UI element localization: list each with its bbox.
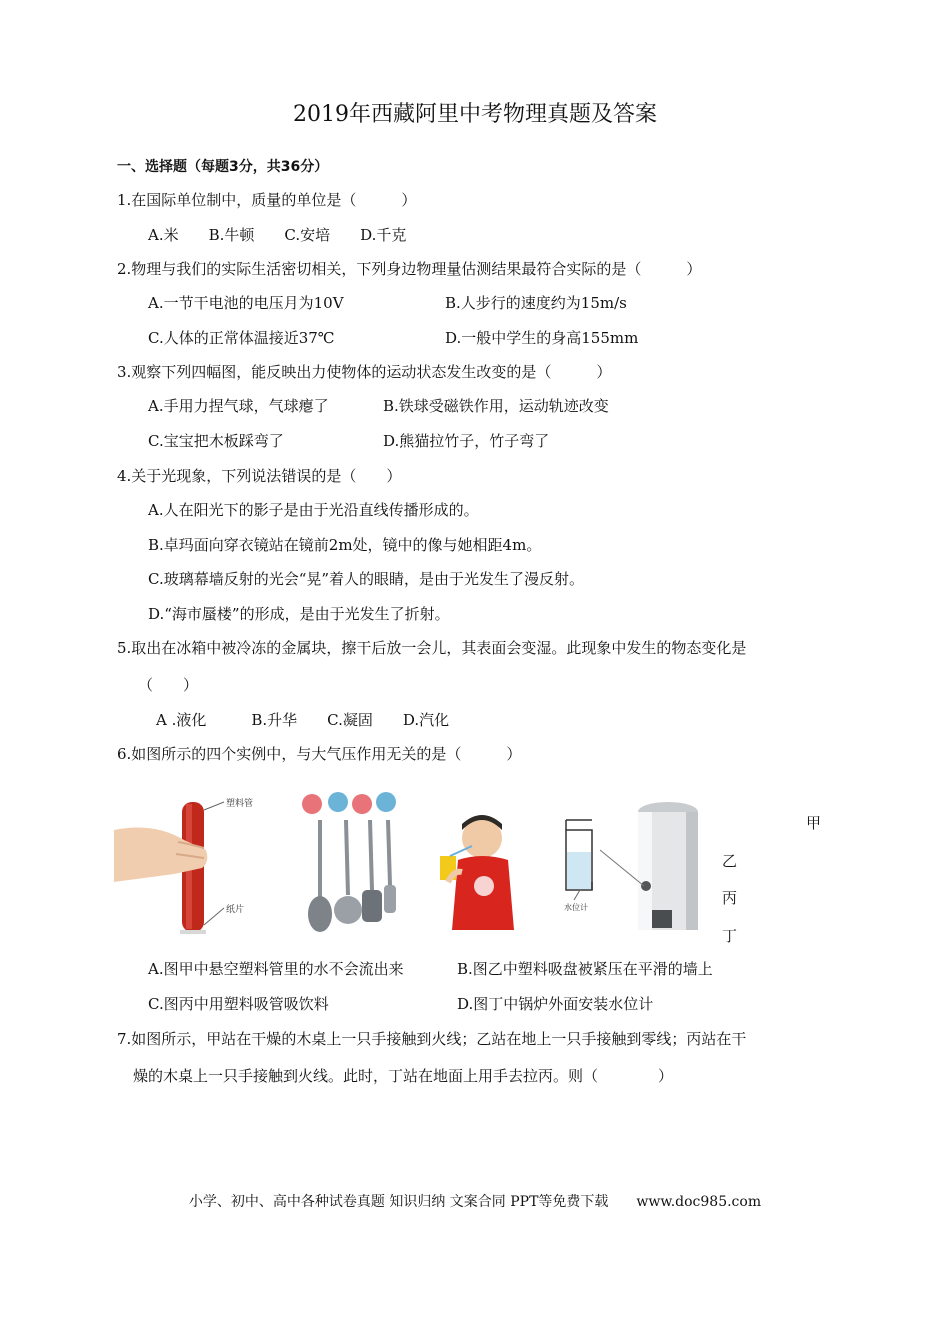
figure-yi-suction-hooks: [296, 790, 406, 940]
question-5-blank: （ ）: [138, 676, 199, 694]
question-2-option-c: C.人体的正常体温接近37℃: [148, 329, 335, 347]
page-footer: 小学、初中、高中各种试卷真题 知识归纳 文案合同 PPT等免费下载 www.doc985.com: [188, 1194, 762, 1210]
side-label-jia: 甲: [806, 814, 822, 832]
question-4-option-a: A.人在阳光下的影子是由于光沿直线传播形成的。: [148, 501, 479, 519]
question-2-option-a: A.一节干电池的电压月为10V: [148, 294, 344, 312]
question-7-line-2: 燥的木桌上一只手接触到火线。此时，丁站在地面上用手去拉丙。则（ ）: [133, 1067, 674, 1085]
question-5-stem: 5.取出在冰箱中被冷冻的金属块，擦干后放一会儿，其表面会变湿。此现象中发生的物态变化是: [117, 639, 747, 657]
question-1-stem: 1.在国际单位制中，质量的单位是（ ）: [117, 191, 417, 209]
question-6-option-c: C.图丙中用塑料吸管吸饮料: [148, 995, 329, 1013]
question-4-stem: 4.关于光现象，下列说法错误的是（ ）: [117, 467, 402, 485]
question-3-stem: 3.观察下列四幅图，能反映出力使物体的运动状态发生改变的是（ ）: [117, 363, 612, 381]
figure-bing-drinking-straw: [432, 790, 542, 940]
side-label-yi: 乙: [722, 852, 738, 870]
question-2-option-b: B.人步行的速度约为15m/s: [445, 294, 627, 312]
gauge-label: 水位计: [564, 903, 588, 912]
question-2-option-d: D.一般中学生的身高155mm: [445, 329, 639, 347]
side-label-bing: 丙: [722, 889, 738, 907]
page-title: 2019年西藏阿里中考物理真题及答案: [293, 102, 657, 127]
section-heading: 一、选择题（每题3分，共36分）: [117, 159, 329, 175]
question-3-option-a: A.手用力捏气球，气球瘪了: [148, 397, 329, 415]
figure-ding-boiler-gauge: [560, 790, 710, 940]
question-6-option-a: A.图甲中悬空塑料管里的水不会流出来: [148, 960, 404, 978]
figure-jia-tube: [114, 790, 274, 940]
question-5-options: A .液化 B.升华 C.凝固 D.汽化: [156, 711, 450, 729]
tube-label-top: 塑料管: [226, 799, 254, 809]
question-4-option-d: D.“海市蜃楼”的形成，是由于光发生了折射。: [148, 605, 450, 623]
question-3-option-d: D.熊猫拉竹子，竹子弯了: [383, 432, 550, 450]
side-label-ding: 丁: [722, 927, 738, 945]
question-4-option-b: B.卓玛面向穿衣镜站在镜前2m处，镜中的像与她相距4m。: [148, 536, 542, 554]
question-6-option-b: B.图乙中塑料吸盘被紧压在平滑的墙上: [457, 960, 713, 978]
question-2-stem: 2.物理与我们的实际生活密切相关，下列身边物理量估测结果最符合实际的是（ ）: [117, 260, 702, 278]
question-3-option-b: B.铁球受磁铁作用，运动轨迹改变: [383, 397, 609, 415]
question-1-options: A.米 B.牛顿 C.安培 D.千克: [148, 226, 407, 244]
question-4-option-c: C.玻璃幕墙反射的光会“晃”着人的眼睛，是由于光发生了漫反射。: [148, 570, 585, 588]
question-3-option-c: C.宝宝把木板踩弯了: [148, 432, 284, 450]
tube-label-bottom: 纸片: [226, 905, 245, 915]
question-6-stem: 6.如图所示的四个实例中，与大气压作用无关的是（ ）: [117, 745, 522, 763]
question-6-option-d: D.图丁中锅炉外面安装水位计: [457, 995, 654, 1013]
question-7-line-1: 7.如图所示，甲站在干燥的木桌上一只手接触到火线；乙站在地上一只手接触到零线；丙站在干: [117, 1030, 747, 1048]
